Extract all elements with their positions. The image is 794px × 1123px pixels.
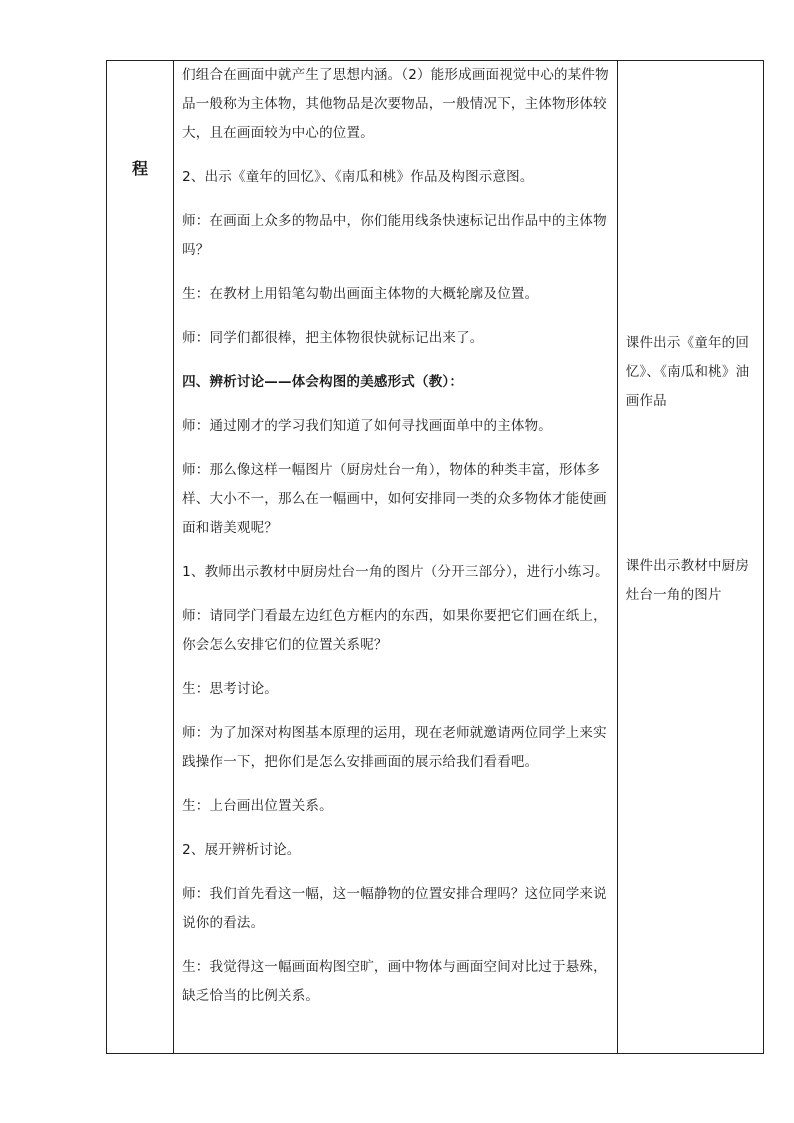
content-paragraph: 师：同学们都很棒，把主体物很快就标记出来了。	[182, 330, 484, 346]
content-paragraph: 师：通过刚才的学习我们知道了如何寻找画面单中的主体物。	[182, 418, 552, 434]
content-paragraph: 生：在教材上用铅笔勾勒出画面主体物的大概轮廓及位置。	[182, 286, 539, 302]
content-cell	[174, 61, 618, 1054]
stage-label: 程	[132, 159, 149, 178]
note-courseware-kitchen: 课件出示教材中厨房灶台一角的图片	[625, 558, 750, 603]
content-paragraph: 师：为了加深对构图基本原理的运用，现在老师就邀请两位同学上来实践操作一下，把你们是怎么安排画面的展示给我们看看吧。	[182, 725, 607, 770]
content-paragraph: 师：在画面上众多的物品中，你们能用线条快速标记出作品中的主体物吗？	[182, 213, 607, 258]
content-paragraph: 2、展开辨析讨论。	[182, 842, 301, 858]
content-paragraph: 1、教师出示教材中厨房灶台一角的图片（分开三部分），进行小练习。	[182, 564, 609, 580]
notes-cell	[617, 61, 763, 1054]
content-paragraph: 2、出示《童年的回忆》、《南瓜和桃》作品及构图示意图。	[182, 169, 534, 185]
content-paragraph: 师：请同学门看最左边红色方框内的东西，如果你要把它们画在纸上，你会怎么安排它们的位置关系呢？	[182, 608, 607, 653]
section-heading: 四、辨析讨论——体会构图的美感形式（教）：	[182, 374, 464, 390]
lesson-row	[107, 61, 764, 1054]
content-paragraph: 师：那么像这样一幅图片（厨房灶台一角），物体的种类丰富，形体多样、大小不一，那么在一幅画中，如何安排同一类的众多物体才能使画面和谐美观呢？	[182, 462, 607, 536]
stage-cell	[107, 61, 174, 1054]
note-courseware-paintings: 课件出示《童年的回忆》、《南瓜和桃》油画作品	[625, 335, 750, 409]
content-paragraph: 师：我们首先看这一幅，这一幅静物的位置安排合理吗？这位同学来说说你的看法。	[182, 886, 607, 931]
content-paragraph: 生：上台画出位置关系。	[182, 798, 333, 814]
content-paragraph: 生：我觉得这一幅画面构图空旷，画中物体与画面空间对比过于悬殊，缺乏恰当的比例关系。	[182, 959, 607, 1004]
content-paragraph: 们组合在画面中就产生了思想内涵。（2）能形成画面视觉中心的某件物品一般称为主体物，其他物品是次要物品，一般情况下，主体物形体较大，且在画面较为中心的位置。	[182, 67, 609, 141]
lesson-plan-table	[106, 60, 764, 1054]
content-paragraph: 生：思考讨论。	[182, 681, 278, 697]
content-paragraphs	[182, 61, 611, 1011]
